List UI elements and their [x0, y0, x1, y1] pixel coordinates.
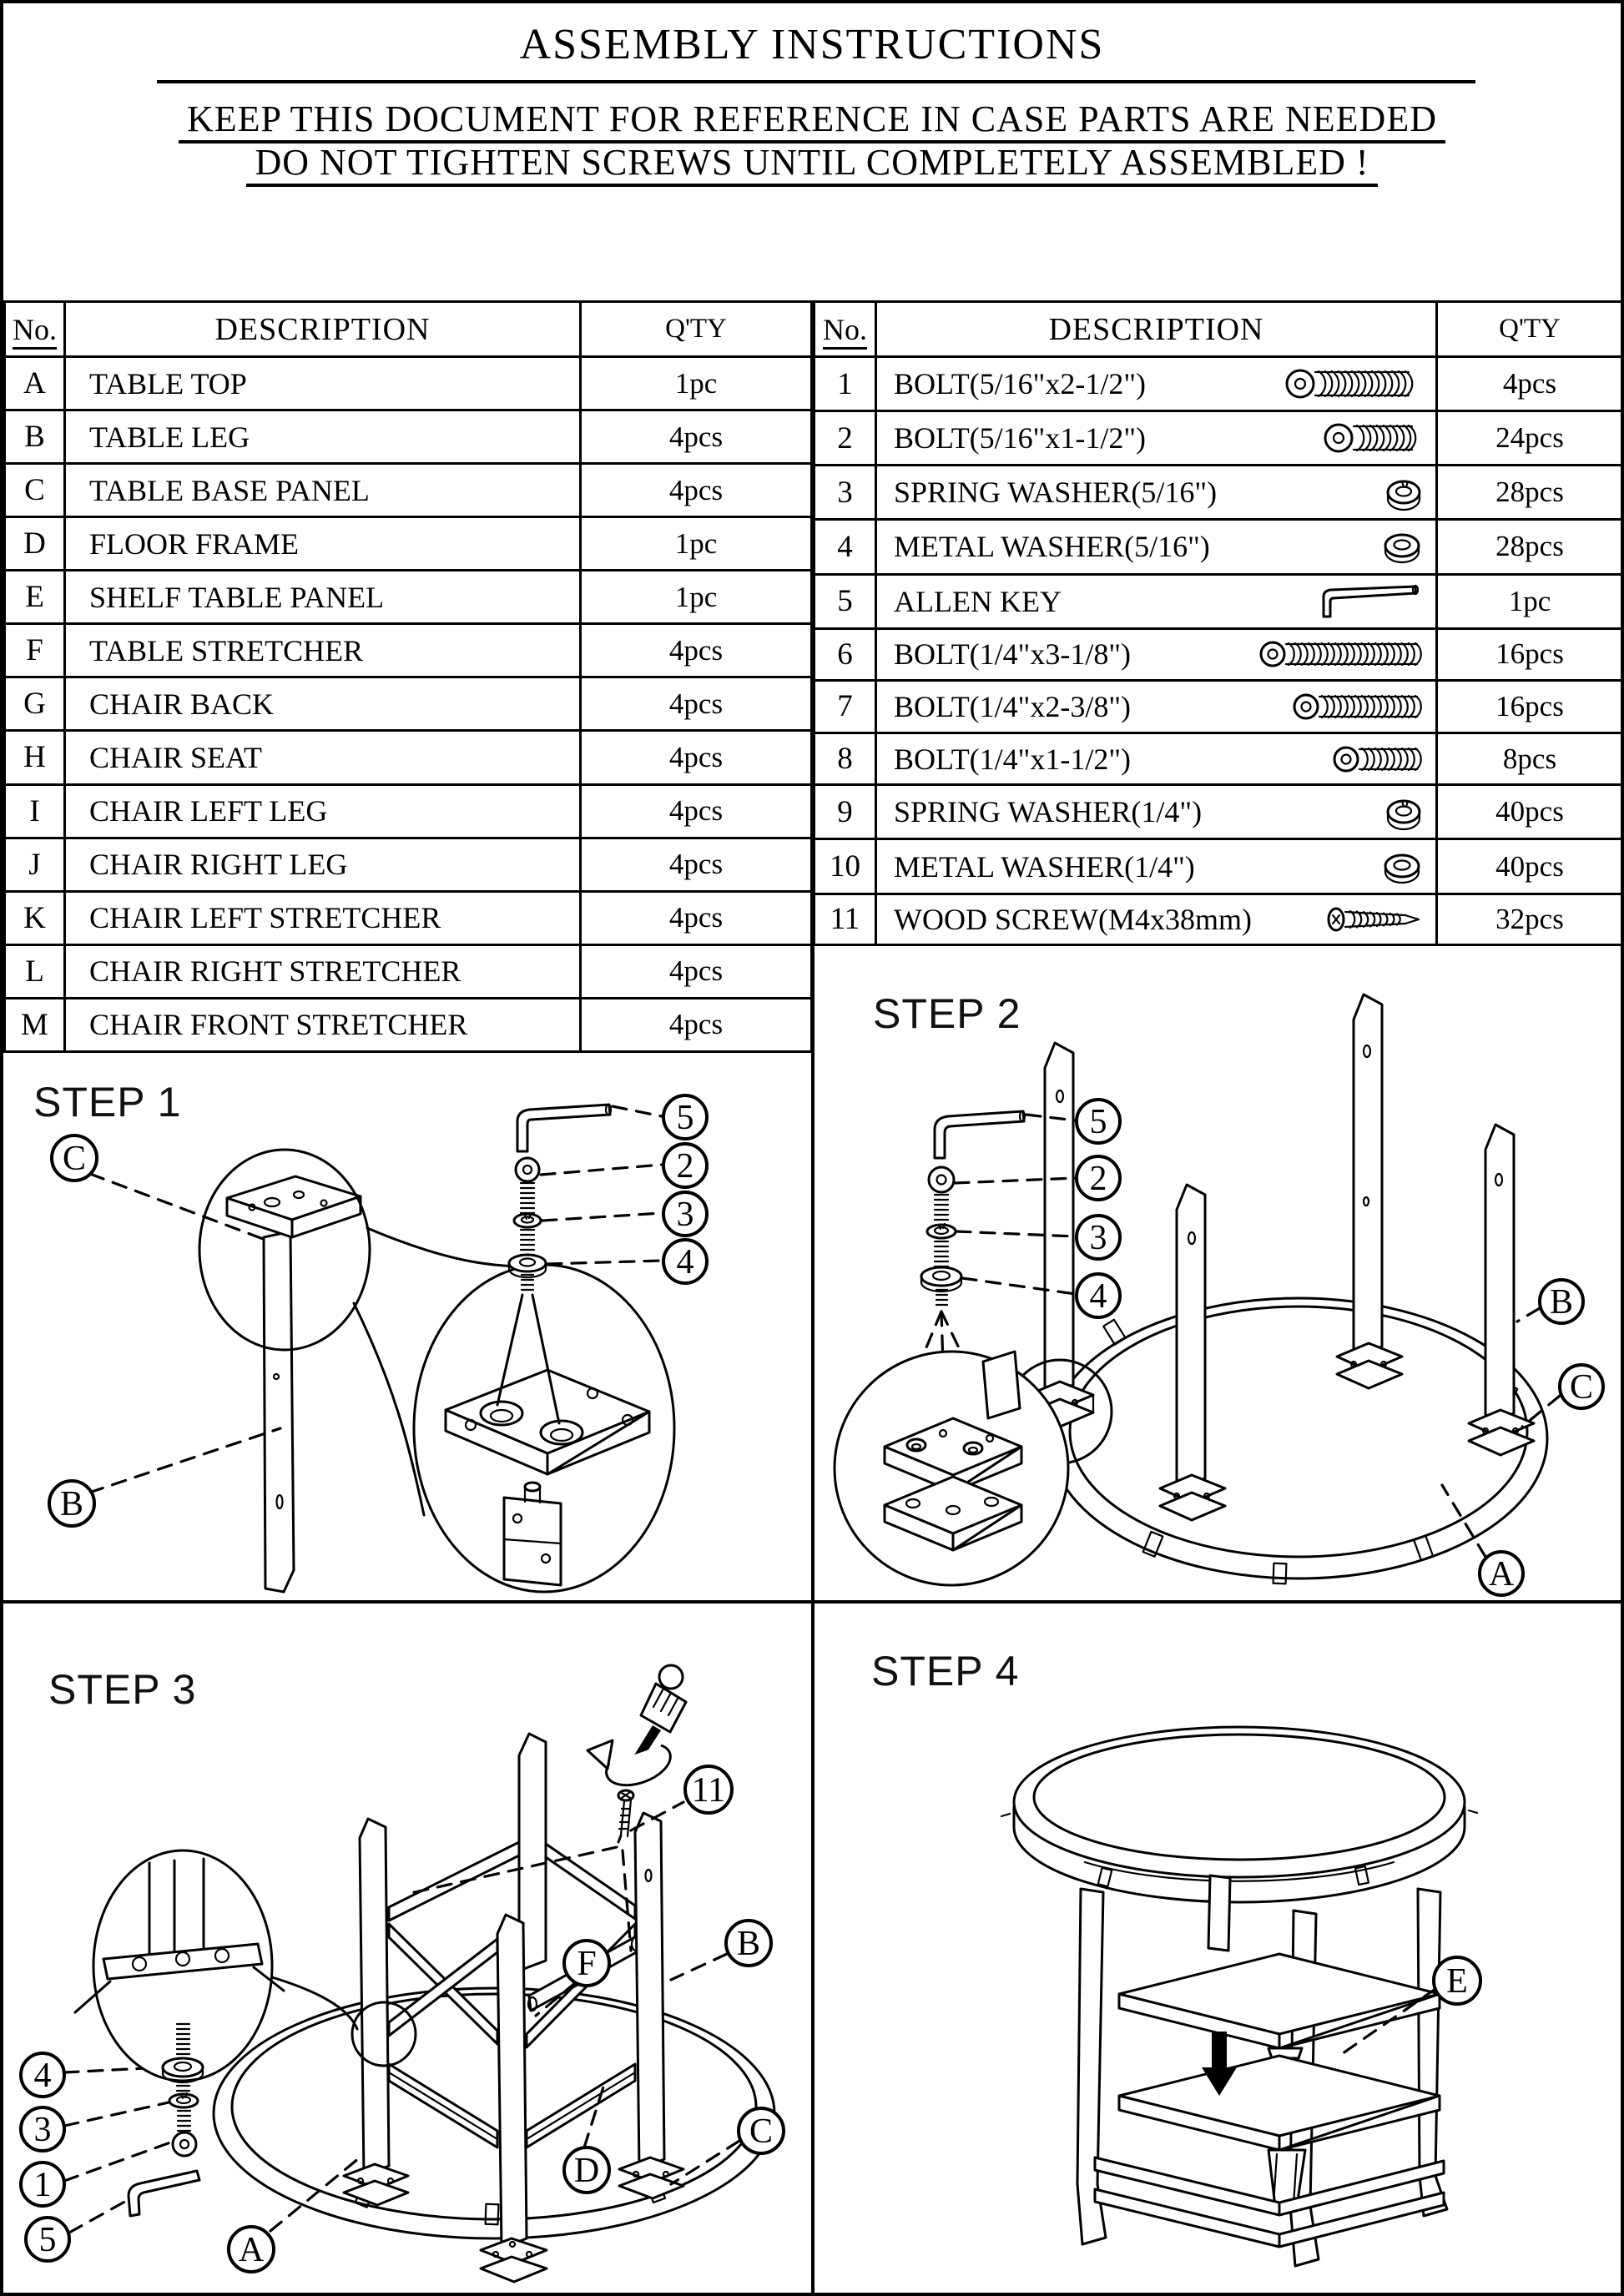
spring-washer-icon — [1382, 792, 1425, 832]
table-row: B TABLE LEG 4pcs — [5, 410, 812, 464]
svg-text:11: 11 — [691, 1771, 726, 1810]
svg-text:B: B — [1549, 1283, 1574, 1322]
svg-text:C: C — [62, 1140, 87, 1178]
callout-3 — [1077, 1216, 1120, 1259]
shelf-table-panel — [1119, 2056, 1440, 2136]
metal-washer-icon — [1380, 526, 1425, 566]
notice-line-1: KEEP THIS DOCUMENT FOR REFERENCE IN CASE PARTS ARE NEEDED — [179, 100, 1445, 144]
table-row: 6 BOLT(1/4"x3-1/8") 16pcs — [815, 628, 1623, 681]
table-row: 5 ALLEN KEY 1pc — [815, 574, 1623, 628]
callout-5 — [1077, 1100, 1120, 1143]
callout-1 — [21, 2163, 64, 2206]
step4-title: STEP 4 — [871, 1648, 1020, 1694]
upper-shelf — [1119, 1954, 1440, 2034]
callout-4 — [21, 2053, 64, 2097]
table-row: 1 BOLT(5/16"x2-1/2") 4pcs — [815, 357, 1623, 411]
svg-text:2: 2 — [676, 1147, 694, 1186]
svg-text:A: A — [1488, 1555, 1515, 1594]
svg-text:5: 5 — [38, 2221, 57, 2259]
callout-C — [739, 2108, 784, 2153]
callout-B — [1540, 1280, 1583, 1323]
callout-A — [1480, 1552, 1523, 1595]
step3-title: STEP 3 — [48, 1666, 197, 1713]
table-row: H CHAIR SEAT 4pcs — [5, 731, 812, 784]
table-header-row — [5, 302, 812, 357]
svg-text:3: 3 — [676, 1196, 694, 1234]
table-row: 10 METAL WASHER(1/4") 40pcs — [815, 839, 1623, 894]
table-leg-front-right — [1469, 1125, 1534, 1455]
table-leg-front — [481, 1915, 547, 2282]
callout-C — [1560, 1365, 1603, 1408]
svg-text:B: B — [59, 1485, 84, 1523]
table-row: I CHAIR LEFT LEG 4pcs — [5, 784, 812, 838]
svg-text:D: D — [573, 2152, 600, 2190]
wood-screw — [618, 1790, 633, 1842]
bolt-icon — [1284, 364, 1425, 404]
table-row: F TABLE STRETCHER 4pcs — [5, 624, 812, 677]
bolt-icon — [1292, 687, 1425, 726]
table-row: G CHAIR BACK 4pcs — [5, 677, 812, 731]
hardware-stack — [921, 1111, 1025, 1305]
step4-diagram — [809, 1600, 1621, 2293]
callout-E — [1434, 1957, 1480, 2004]
svg-text:F: F — [577, 1945, 597, 1983]
allen-key-icon — [1315, 582, 1425, 622]
svg-text:5: 5 — [676, 1099, 694, 1137]
table-leg-front-left — [1160, 1185, 1225, 1520]
col-description: DESCRIPTION — [65, 302, 581, 357]
svg-text:3: 3 — [1089, 1219, 1107, 1257]
callout-3 — [663, 1192, 707, 1236]
panel-detail-circle — [835, 1352, 1068, 1585]
wood-screw-icon — [1325, 901, 1425, 938]
col-no: No. — [13, 313, 57, 350]
callout-5 — [26, 2218, 69, 2261]
table-row: 11 WOOD SCREW(M4x38mm) 32pcs — [815, 894, 1623, 944]
table-leg-back-right — [1337, 994, 1402, 1388]
table-row: 7 BOLT(1/4"x2-3/8") 16pcs — [815, 681, 1623, 733]
junction-detail-circle — [75, 1850, 357, 2081]
metal-washer-icon — [1380, 847, 1425, 887]
table-row: A TABLE TOP 1pc — [5, 357, 812, 410]
callout-2 — [1077, 1156, 1120, 1200]
table-row: D FLOOR FRAME 1pc — [5, 517, 812, 571]
table-row: L CHAIR RIGHT STRETCHER 4pcs — [5, 944, 812, 998]
table-row: 9 SPRING WASHER(1/4") 40pcs — [815, 785, 1623, 839]
col-qty: Q'TY — [1437, 302, 1623, 357]
callout-5 — [663, 1095, 707, 1139]
table-row: J CHAIR RIGHT LEG 4pcs — [5, 838, 812, 891]
step2-diagram — [809, 944, 1621, 1604]
bolt-icon — [1322, 418, 1425, 458]
callout-11 — [685, 1766, 732, 1813]
table-row: E SHELF TABLE PANEL 1pc — [5, 571, 812, 624]
svg-text:2: 2 — [1089, 1160, 1107, 1198]
callout-D — [564, 2147, 609, 2193]
notice-block — [3, 100, 1621, 187]
callout-3 — [21, 2107, 64, 2151]
col-qty: Q'TY — [581, 302, 812, 357]
callout-C — [52, 1135, 97, 1181]
page-title: ASSEMBLY INSTRUCTIONS — [519, 21, 1105, 68]
callout-F — [564, 1941, 609, 1986]
svg-text:4: 4 — [676, 1243, 694, 1281]
table-row: M CHAIR FRONT STRETCHER 4pcs — [5, 998, 812, 1051]
table-row: 8 BOLT(1/4"x1-1/2") 8pcs — [815, 733, 1623, 785]
col-description: DESCRIPTION — [876, 302, 1437, 357]
svg-text:E: E — [1446, 1962, 1468, 2001]
bolt-icon — [1258, 635, 1425, 673]
table-row: 2 BOLT(5/16"x1-1/2") 24pcs — [815, 411, 1623, 466]
screwdriver — [588, 1665, 686, 1785]
table-leg-right — [619, 1813, 683, 2198]
title-rule — [157, 80, 1475, 83]
panel-detail-circle — [414, 1265, 674, 1592]
table-header-row — [815, 302, 1623, 357]
bolt-icon — [1332, 740, 1425, 778]
col-no: No. — [823, 313, 867, 350]
svg-text:B: B — [736, 1925, 761, 1963]
step2-title: STEP 2 — [873, 990, 1021, 1037]
step1-title: STEP 1 — [33, 1079, 182, 1125]
svg-text:1: 1 — [33, 2166, 52, 2204]
callout-4 — [1077, 1274, 1120, 1317]
table-leg-drawing — [199, 1150, 370, 1592]
table-row: 3 SPRING WASHER(5/16") 28pcs — [815, 466, 1623, 520]
parts-table — [3, 300, 813, 1053]
callout-A — [229, 2227, 274, 2272]
svg-text:4: 4 — [1089, 1277, 1107, 1316]
step3-diagram — [3, 1600, 813, 2293]
spring-washer-icon — [1382, 472, 1425, 512]
callout-2 — [663, 1144, 707, 1187]
svg-text:4: 4 — [33, 2057, 52, 2095]
hardware-table — [813, 300, 1624, 946]
svg-text:C: C — [1569, 1368, 1594, 1407]
table-row: K CHAIR LEFT STRETCHER 4pcs — [5, 891, 812, 944]
callout-B — [726, 1921, 771, 1966]
table-row: 4 METAL WASHER(5/16") 28pcs — [815, 520, 1623, 574]
step1-diagram — [3, 1051, 813, 1602]
svg-text:5: 5 — [1089, 1103, 1107, 1141]
notice-line-2: DO NOT TIGHTEN SCREWS UNTIL COMPLETELY ASSEMBLED ! — [246, 144, 1377, 187]
svg-text:3: 3 — [33, 2111, 52, 2149]
callout-4 — [663, 1240, 707, 1283]
table-row: C TABLE BASE PANEL 4pcs — [5, 464, 812, 517]
callout-B — [49, 1481, 94, 1526]
assembled-table-drawing — [1001, 1727, 1477, 2266]
svg-text:C: C — [749, 2112, 774, 2151]
svg-text:A: A — [238, 2231, 265, 2269]
